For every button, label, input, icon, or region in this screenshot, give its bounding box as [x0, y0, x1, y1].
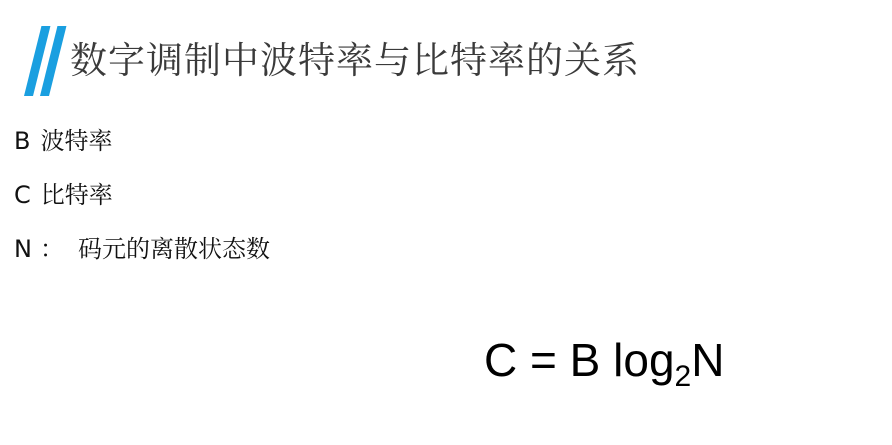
formula-equals: = [530, 334, 557, 386]
slide-title: 数字调制中波特率与比特率的关系 [70, 39, 640, 82]
title-bar [18, 26, 640, 96]
formula-arg: N [691, 334, 725, 386]
definition-baud-rate [14, 128, 270, 154]
definition-description: 码元的离散状态数 [77, 235, 270, 263]
definition-symbol-states [14, 236, 270, 262]
definition-bit-rate [14, 182, 270, 208]
formula-base: 2 [674, 360, 692, 393]
definition-symbol: N [14, 235, 32, 263]
formula-func: log [613, 334, 675, 386]
formula-lhs: C [484, 334, 518, 386]
definition-description: 比特率 [40, 181, 113, 209]
formula [484, 330, 725, 393]
definition-separator: ： [39, 235, 64, 263]
definition-symbol: C [14, 181, 31, 209]
definition-symbol: B [14, 127, 31, 155]
formula-coef: B [569, 334, 601, 386]
definition-description: 波特率 [40, 127, 113, 155]
title-accent-stripes-icon [18, 26, 58, 96]
definitions-list [14, 128, 270, 290]
